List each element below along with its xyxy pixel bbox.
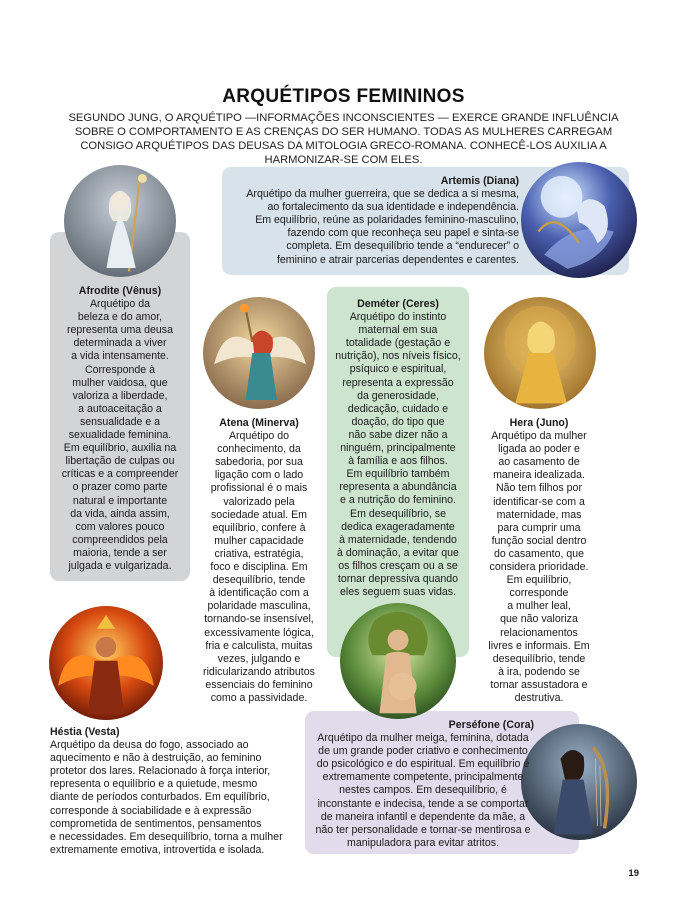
afrodite-line: beleza e do amor,	[77, 311, 163, 324]
atena-line: ridicularizando atributos	[203, 665, 315, 678]
atena-line: profissional é o mais	[210, 482, 308, 495]
afrodite-line: determinada a viver	[73, 337, 167, 350]
hera-line: relacionamentos	[500, 626, 578, 639]
demeter-line: psíquico e espiritual,	[349, 363, 447, 376]
demeter-line: e a nutrição do feminino.	[339, 494, 456, 507]
demeter-name: Deméter (Ceres)	[357, 298, 439, 310]
atena-line: valorizado pela	[223, 495, 295, 508]
afrodite-line: maioria, tende a ser	[73, 546, 167, 559]
hera-card	[476, 417, 602, 705]
atena-card	[196, 417, 322, 705]
hera-line: do casamento, que	[493, 547, 585, 560]
afrodite-line: da vida, ainda assim,	[70, 507, 170, 520]
hestia-line: e necessidades. Em desequilíbrio, torna a mulher	[50, 830, 283, 843]
demeter-line: Em desequilíbrio, se	[350, 507, 446, 520]
atena-line: equilíbrio, confere à	[212, 521, 306, 534]
hera-line: a mulher leal,	[507, 600, 571, 613]
hera-line: Não tem filhos por	[496, 482, 582, 495]
artemis-card	[232, 175, 519, 267]
demeter-line: maternal em sua	[358, 324, 438, 337]
hera-line: que não valoriza	[500, 613, 578, 626]
demeter-line: à dominação, a evitar que	[337, 546, 459, 559]
page-intro: SEGUNDO JUNG, O ARQUÉTIPO —INFORMAÇÕES INCONSCIENTES — EXERCE GRANDE INFLUÊNCIA SOBRE O COMPORTAMENTO E AS CRENÇAS DO SER HUMANO. TODAS AS MULHERES CARREGAM CONSIGO ARQUÉTIPOS DAS DEUSAS DA MITOLOGIA GRECO-ROMANA. CONHECÊ-LOS AUXILIA A HARMONIZAR-SE COM ELES.	[68, 112, 619, 166]
hera-line: livres e informais. Em	[488, 639, 590, 652]
moon-goddess-portrait-icon	[521, 162, 637, 278]
afrodite-line: compreendidos pela	[72, 533, 168, 546]
persefone-line: Arquétipo da mulher meiga, feminina, dotada	[317, 732, 529, 745]
persefone-line: inconstante e indecisa, tende a se comportar	[317, 797, 529, 810]
demeter-line: eles seguem suas vidas.	[339, 586, 456, 599]
demeter-line: dedica exageradamente	[341, 520, 455, 533]
artemis-line: completa. Em desequilíbrio tende a “endurecer” o	[286, 240, 519, 253]
afrodite-line: críticas e a compreender	[61, 468, 179, 481]
hestia-line: extremamente emotiva, introvertida e isolada.	[50, 843, 265, 856]
afrodite-line: sensualidade e a	[79, 415, 161, 428]
demeter-line: ninguém, principalmente	[340, 442, 456, 455]
persefone-line: de um grande poder criativo e conhecimento	[318, 745, 528, 758]
winged-warrior-portrait-icon	[203, 297, 315, 409]
demeter-line: dedicação, cuidado e	[347, 402, 449, 415]
atena-line: como a passividade.	[210, 691, 308, 704]
persefone-line: do psicológico e do espiritual. Em equilíbrio é	[316, 758, 530, 771]
afrodite-line: sexualidade feminina.	[68, 429, 172, 442]
demeter-line: tornar depressiva quando	[337, 572, 459, 585]
goddess-with-staff-portrait-icon	[64, 165, 176, 277]
hera-line: ao casamento de	[498, 456, 580, 469]
atena-line: vezes, julgando e	[217, 652, 301, 665]
afrodite-line: Em equilíbrio, auxilia na	[63, 442, 177, 455]
hera-line: Arquétipo da mulher	[491, 430, 587, 443]
hestia-line: corresponde à sociabilidade e à expressão	[50, 804, 252, 817]
demeter-line: doação, do tipo que	[351, 415, 445, 428]
hera-line: desequilíbrio, tende	[492, 652, 586, 665]
artemis-line: Arquétipo da mulher guerreira, que se dedica a si mesma,	[246, 188, 519, 201]
persefone-name: Perséfone (Cora)	[448, 719, 534, 731]
atena-line: conhecimento, da	[217, 443, 301, 456]
atena-line: tornando-se insensível,	[204, 613, 314, 626]
demeter-line: Em equilíbrio também	[346, 468, 450, 481]
hestia-name: Héstia (Vesta)	[50, 726, 120, 738]
artemis-line: ao fortalecimento da sua identidade e independência.	[267, 201, 519, 214]
atena-line: sabedoria, por sua	[215, 456, 303, 469]
fire-goddess-portrait-icon	[49, 606, 163, 720]
atena-line: essenciais do feminino	[205, 678, 313, 691]
hera-line: corresponde	[509, 587, 569, 600]
atena-line: Arquétipo do	[228, 430, 290, 443]
demeter-line: Arquétipo do instinto	[349, 311, 447, 324]
atena-line: foco e disciplina. Em	[210, 561, 308, 574]
hera-line: ligada ao poder e	[498, 443, 580, 456]
persefone-line: de maneira infantil e dependente da mãe, a	[320, 810, 526, 823]
persefone-card	[306, 719, 540, 850]
hestia-line: diante de períodos conturbados. Em equilíbrio,	[50, 791, 270, 804]
hera-line: à ira, podendo se	[498, 665, 580, 678]
hera-name: Hera (Juno)	[509, 417, 569, 429]
hestia-line: aquecimento e não à destruição, ao feminino	[50, 752, 262, 765]
demeter-line: da generosidade,	[357, 389, 439, 402]
hestia-line: protetor dos lares. Relacionado à força interior,	[50, 765, 271, 778]
atena-line: polaridade masculina,	[207, 600, 311, 613]
hera-line: para cumprir uma	[497, 521, 581, 534]
atena-line: à identificação com a	[209, 587, 309, 600]
demeter-line: representa a expressão	[342, 376, 454, 389]
hestia-card	[50, 726, 290, 857]
page-number: 19	[628, 868, 639, 879]
hera-line: maternidade, mas	[496, 508, 582, 521]
afrodite-line: com valores pouco	[75, 520, 165, 533]
demeter-line: à família e aos filhos.	[348, 455, 448, 468]
hera-line: Em equilíbrio,	[506, 574, 572, 587]
demeter-line: à maternidade, tendendo	[339, 533, 457, 546]
persefone-line: nestes campos. Em desequilíbrio, é	[339, 784, 507, 797]
afrodite-line: a autoaceitação a	[78, 402, 162, 415]
afrodite-line: julgada e vulgarizada.	[68, 559, 172, 572]
page-title: ARQUÉTIPOS FEMININOS	[222, 86, 465, 107]
hestia-line: comprometida de sentimentos, pensamentos	[50, 817, 262, 830]
persefone-line: extremamente competente, principalmente	[322, 771, 524, 784]
afrodite-line: representa uma deusa	[66, 324, 173, 337]
afrodite-line: Corresponde à	[84, 363, 156, 376]
hestia-line: Arquétipo da deusa do fogo, associado ao	[50, 739, 249, 752]
artemis-line: Em equilíbrio, reúne as polaridades feminino-masculino,	[255, 214, 519, 227]
artemis-name: Artemis (Diana)	[440, 175, 519, 187]
afrodite-line: valoriza a liberdade,	[72, 389, 168, 402]
afrodite-card	[50, 285, 190, 573]
earth-mother-portrait-icon	[340, 603, 456, 719]
demeter-line: representa a abundância	[339, 481, 457, 494]
atena-line: mulher capacidade	[214, 534, 304, 547]
hestia-line: representa o equilíbrio e a quietude, mesmo	[50, 778, 258, 791]
persefone-line: não ter personalidade e tornar-se mentirosa e	[315, 823, 531, 836]
atena-line: excessivamente lógica,	[204, 626, 314, 639]
hera-line: maneira idealizada.	[493, 469, 585, 482]
hera-line: função social dentro	[491, 534, 587, 547]
demeter-line: os filhos cresçam ou a se	[338, 559, 458, 572]
atena-line: desequilíbrio, tende	[212, 574, 306, 587]
demeter-card	[327, 298, 469, 599]
enthroned-queen-portrait-icon	[484, 297, 596, 409]
artemis-line: feminino e atrair parcerias dependentes e carentes.	[276, 253, 519, 266]
afrodite-name: Afrodite (Vênus)	[78, 285, 162, 297]
hera-line: identificar-se com a	[493, 495, 585, 508]
atena-line: criativa, estratégia,	[214, 547, 304, 560]
demeter-line: totalidade (gestação e	[345, 337, 451, 350]
atena-name: Atena (Minerva)	[219, 417, 299, 429]
afrodite-line: a vida intensamente.	[71, 350, 169, 363]
persefone-line: manipuladora para evitar atritos.	[347, 836, 499, 849]
afrodite-line: Arquétipo da	[89, 298, 151, 311]
demeter-line: não sabe dizer não a	[348, 428, 448, 441]
hera-line: considera prioridade.	[489, 561, 589, 574]
hera-line: tornar assustadora e	[490, 678, 588, 691]
atena-line: fria e calculista, muitas	[205, 639, 313, 652]
afrodite-line: o prazer como parte	[72, 481, 168, 494]
atena-line: ligação com o lado	[214, 469, 304, 482]
afrodite-line: libertação de culpas ou	[65, 455, 175, 468]
atena-line: sociedade atual. Em	[211, 508, 307, 521]
demeter-line: nutrição), nos níveis físico,	[335, 350, 461, 363]
afrodite-line: natural e importante	[72, 494, 168, 507]
afrodite-line: mulher vaidosa, que	[72, 376, 168, 389]
artemis-line: fazendo com que reconheça seu papel e sinta-se	[287, 227, 519, 240]
hera-line: destrutiva.	[514, 691, 564, 704]
